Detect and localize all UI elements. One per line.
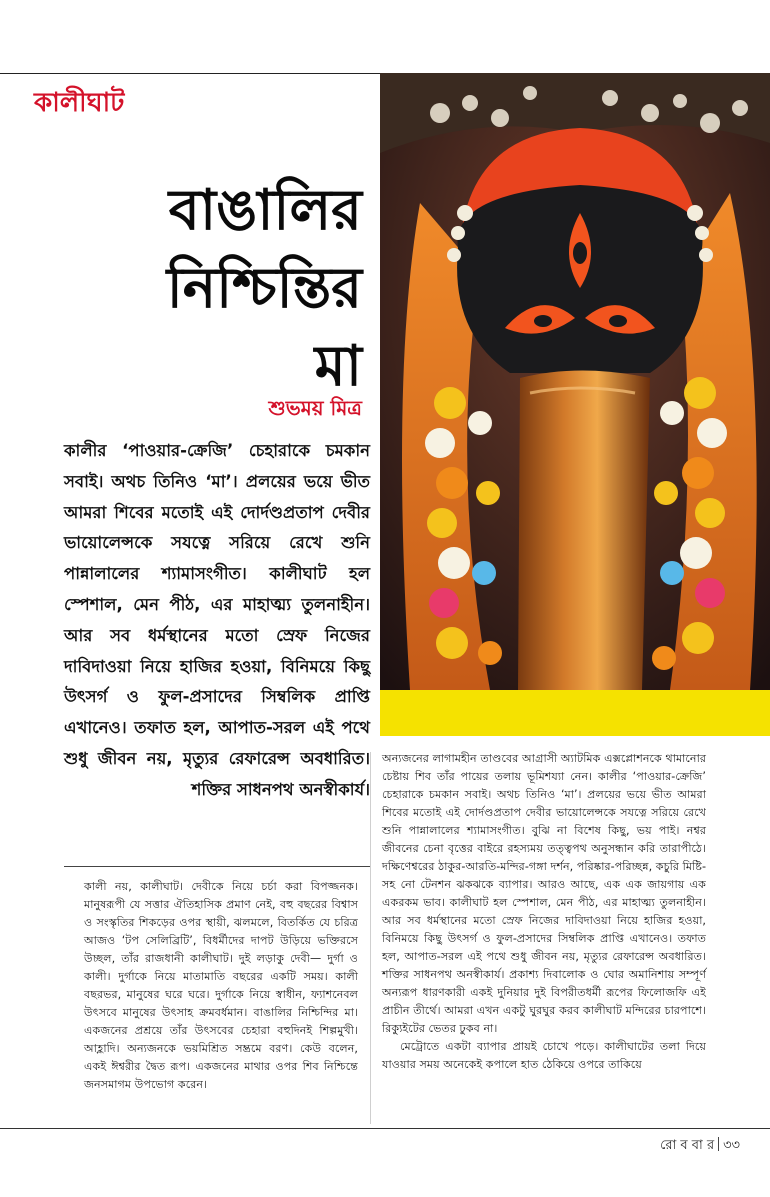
footer-separator <box>718 1137 719 1151</box>
section-tag: কালীঘাট <box>34 88 125 118</box>
body-left-paragraph: কালী নয়, কালীঘাট। দেবীকে নিয়ে চর্চা করা বিপজ্জনক। মানুষরূপী যে সত্তার ঐতিহাসিক প্রমাণ নেই, বহু বছরের বিশ্বাস ও সংস্কৃতির শিকড়ের ওপর স্থায়ী, ঝলমলে, বিতর্কিত যে চরিত্র আজও ‘টপ সেলিব্রিটি’, বিধর্মীদের দাপট উড়িয়ে ভক্তিরসে উচ্ছল, তাঁর রাজধানী কালীঘাট। দুই লড়াকু দেবী— দুর্গা ও কালী। দুর্গাকে নিয়ে মাতামাতি বছরের একটি সময়। কালী বছরভর, মানুষের ঘরে ঘরে। দুর্গাকে নিয়ে স্বাধীন, ফ্যাশনেবল উৎসবে মানুষের উৎসাহ ক্রমবর্ধমান। বাঙালির নিশ্চিন্দির মা। একজনের প্রশ্রয়ে তাঁর উৎসবের চেহারা বহুদিনই শিল্পমুখী। আহ্লাদি। অন্যজনকে ভয়মিশ্রিত সম্ভ্রমে বরণ। কেউ বলেন, একই ঈশ্বরীর দ্বৈত রূপ। একজনের মাথার ওপর শিব নিশ্চিন্তে জনসমাগম উপভোগ করেন। <box>84 880 358 1091</box>
headline-line-3: মা <box>314 334 362 399</box>
page-footer <box>660 1136 740 1157</box>
column-divider <box>370 752 371 1124</box>
headline <box>100 172 362 406</box>
kali-idol-photo <box>380 73 770 690</box>
lede-divider <box>64 866 370 867</box>
body-column-right <box>382 750 706 1074</box>
headline-line-2: নিশ্চিন্তির <box>166 256 362 321</box>
publication-name: রো ব বা র <box>660 1138 715 1153</box>
footer-rule <box>0 1128 770 1129</box>
headline-line-1: বাঙালির <box>168 178 362 243</box>
page-number: ৩৩ <box>723 1138 740 1153</box>
photo-caption-band <box>380 690 770 736</box>
author-byline: শুভময় মিত্র <box>268 396 362 420</box>
lede-paragraph: কালীর ‘পাওয়ার-ক্রেজি’ চেহারাকে চমকান সবাই। অথচ তিনিও ‘মা’। প্রলয়ের ভয়ে ভীত আমরা শিবের মতোই এই দোর্দণ্ডপ্রতাপ দেবীর ভায়োলেন্সকে সযত্নে সরিয়ে রেখে শুনি পান্নালালের শ্যামাসংগীত। কালীঘাট হল স্পেশাল, মেন পীঠ, এর মাহাত্ম্য তুলনাহীন। আর সব ধর্মস্থানের মতো স্রেফ নিজের দাবিদাওয়া নিয়ে হাজির হওয়া, বিনিময়ে কিছু উৎসর্গ ও ফুল-প্রসাদের সিম্বলিক প্রাপ্তি এখানেও। তফাত হল, আপাত-সরল এই পথে শুধু জীবন নয়, মৃত্যুর রেফারেন্স অবধারিত। শক্তির সাধনপথ অনস্বীকার্য। <box>64 441 370 799</box>
body-column-left <box>84 878 358 1094</box>
body-right-paragraph-2: মেট্রোতে একটা ব্যাপার প্রায়ই চোখে পড়ে। কালীঘাটের তলা দিয়ে যাওয়ার সময় অনেকেই কপালে হাত ঠেকিয়ে ওপরে তাকিয়ে <box>382 1040 706 1071</box>
body-right-paragraph-1: অন্যজনের লাগামহীন তাণ্ডবের আগ্রাসী অ্যাটমিক এক্সপ্লোশনকে থামানোর চেষ্টায় শিব তাঁর পায়ের তলায় ভূমিশয্যা নেন। কালীর ‘পাওয়ার-ক্রেজি’ চেহারাকে চমকান সবাই। অথচ তিনিও ‘মা’। প্রলয়ের ভয়ে ভীত আমরা শিবের মতোই এই দোর্দণ্ডপ্রতাপ দেবীর ভায়োলেন্সকে সযত্নে সরিয়ে রেখে শুনি পান্নালালের শ্যামাসংগীত। বুঝি না বিশেষ কিছু, ভয় পাই। নশ্বর জীবনের চেনা বৃত্তের বাইরে রহস্যময় তত্ত্বপথ অনুসন্ধান করি তারাপীঠে। দক্ষিণেশ্বরের ঠাকুর-আরতি-মন্দির-গঙ্গা দর্শন, পরিষ্কার-পরিচ্ছন্ন, কচুরি মিষ্টি-সহ নো টেনশন ঝকঝকে ব্যাপার। আরও আছে, এক এক জায়গায় এক একরকম ভাব। কালীঘাট হল স্পেশাল, মেন পীঠ, এর মাহাত্ম্য তুলনাহীন। আর সব ধর্মস্থানের মতো স্রেফ নিজের দাবিদাওয়া নিয়ে হাজির হওয়া, বিনিময়ে কিছু উৎসর্গ ও ফুল-প্রসাদের সিম্বলিক প্রাপ্তি এখানেও। তফাত হল, আপাত-সরল এই পথে শুধু জীবন নয়, মৃত্যুর রেফারেন্স অবধারিত। শক্তির সাধনপথ অনস্বীকার্য। প্রকাশ্য দিবালোক ও ঘোর অমানিশায় সম্পূর্ণ অন্যরূপ ধারণকারী একই দুনিয়ার দুই বিপরীতধর্মী রূপের ফিলোজফি এই প্রাচীন তীর্থে। আমরা এখন একটু ঘুরঘুর করব কালীঘাট মন্দিরের চারপাশে। রিক্যুইটের ভেতর ঢুকব না। <box>382 752 706 1035</box>
